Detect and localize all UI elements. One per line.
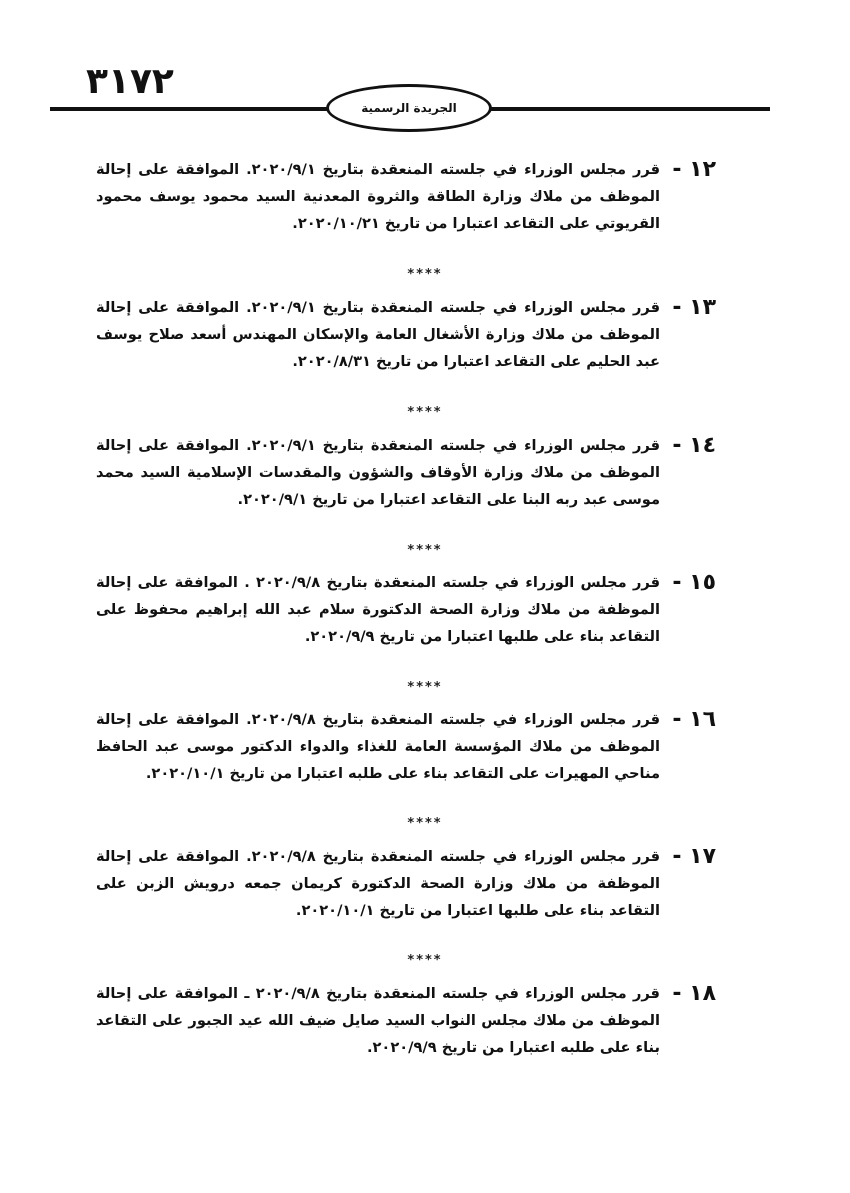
decision-item	[96, 569, 716, 650]
decision-item	[96, 843, 716, 924]
separator: ****	[407, 680, 443, 695]
gazette-title: الجريدة الرسمية	[361, 101, 457, 115]
item-number: ١٧ -	[672, 844, 716, 869]
item-number: ١٦ -	[672, 707, 716, 732]
item-text: قرر مجلس الوزراء في جلسته المنعقدة بتاريخ ٢٠٢٠/٩/١. الموافقة على إحالة الموظف من ملاك وزارة الأشغال العامة والإسكان المهندس أسعد صلاح يوسف عبد الحليم على التقاعد اعتبارا من تاريخ ٢٠٢٠/٨/٣١.	[96, 299, 660, 370]
decision-item	[96, 294, 716, 375]
decision-item	[96, 156, 716, 237]
item-text: قرر مجلس الوزراء في جلسته المنعقدة بتاريخ ٢٠٢٠/٩/٨ . الموافقة على إحالة الموظفة من ملاك وزارة الصحة الدكتورة سلام عبد الله إبراهيم محفوظ على التقاعد بناء على طلبها اعتبارا من تاريخ ٢٠٢٠/٩/٩.	[96, 574, 661, 645]
item-number: ١٨ -	[672, 981, 716, 1006]
separator: ****	[407, 405, 443, 420]
gazette-seal	[326, 84, 492, 132]
item-text: قرر مجلس الوزراء في جلسته المنعقدة بتاريخ ٢٠٢٠/٩/١. الموافقة على إحالة الموظف من ملاك وزارة الطاقة والثروة المعدنية السيد محمود يوسف محمود القريوتي على التقاعد اعتبارا من تاريخ ٢٠٢٠/١٠/٢١.	[96, 161, 660, 232]
item-number: ١٣ -	[672, 295, 716, 320]
separator: ****	[407, 953, 443, 968]
item-number: ١٢ -	[672, 157, 716, 182]
item-text: قرر مجلس الوزراء في جلسته المنعقدة بتاريخ ٢٠٢٠/٩/١. الموافقة على إحالة الموظف من ملاك وزارة الأوقاف والشؤون والمقدسات الإسلامية السيد محمد موسى عبد ربه البنا على التقاعد اعتبارا من تاريخ ٢٠٢٠/٩/١.	[96, 437, 660, 508]
item-text: قرر مجلس الوزراء في جلسته المنعقدة بتاريخ ٢٠٢٠/٩/٨. الموافقة على إحالة الموظفة من ملاك وزارة الصحة الدكتورة كريمان جمعه درويش الزبن على التقاعد بناء على طلبها اعتبارا من تاريخ ٢٠٢٠/١٠/١.	[96, 848, 660, 919]
separator: ****	[407, 267, 443, 282]
item-text: قرر مجلس الوزراء في جلسته المنعقدة بتاريخ ٢٠٢٠/٩/٨ ـ الموافقة على إحالة الموظف من ملاك مجلس النواب السيد صايل ضيف الله عيد الجبور على التقاعد بناء على طلبه اعتبارا من تاريخ ٢٠٢٠/٩/٩.	[96, 985, 660, 1056]
decision-item	[96, 980, 716, 1061]
item-number: ١٥ -	[672, 570, 716, 595]
separator: ****	[407, 543, 443, 558]
item-text: قرر مجلس الوزراء في جلسته المنعقدة بتاريخ ٢٠٢٠/٩/٨. الموافقة على إحالة الموظف من ملاك المؤسسة العامة للغذاء والدواء الدكتور موسى عبد الحافظ مناحي المهيرات على التقاعد بناء على طلبه اعتبارا من تاريخ ٢٠٢٠/١٠/١.	[96, 711, 660, 782]
item-number: ١٤ -	[672, 433, 716, 458]
decision-item	[96, 432, 716, 513]
separator: ****	[407, 816, 443, 831]
page-number: ٣١٧٢	[86, 61, 174, 102]
decision-item	[96, 706, 716, 787]
